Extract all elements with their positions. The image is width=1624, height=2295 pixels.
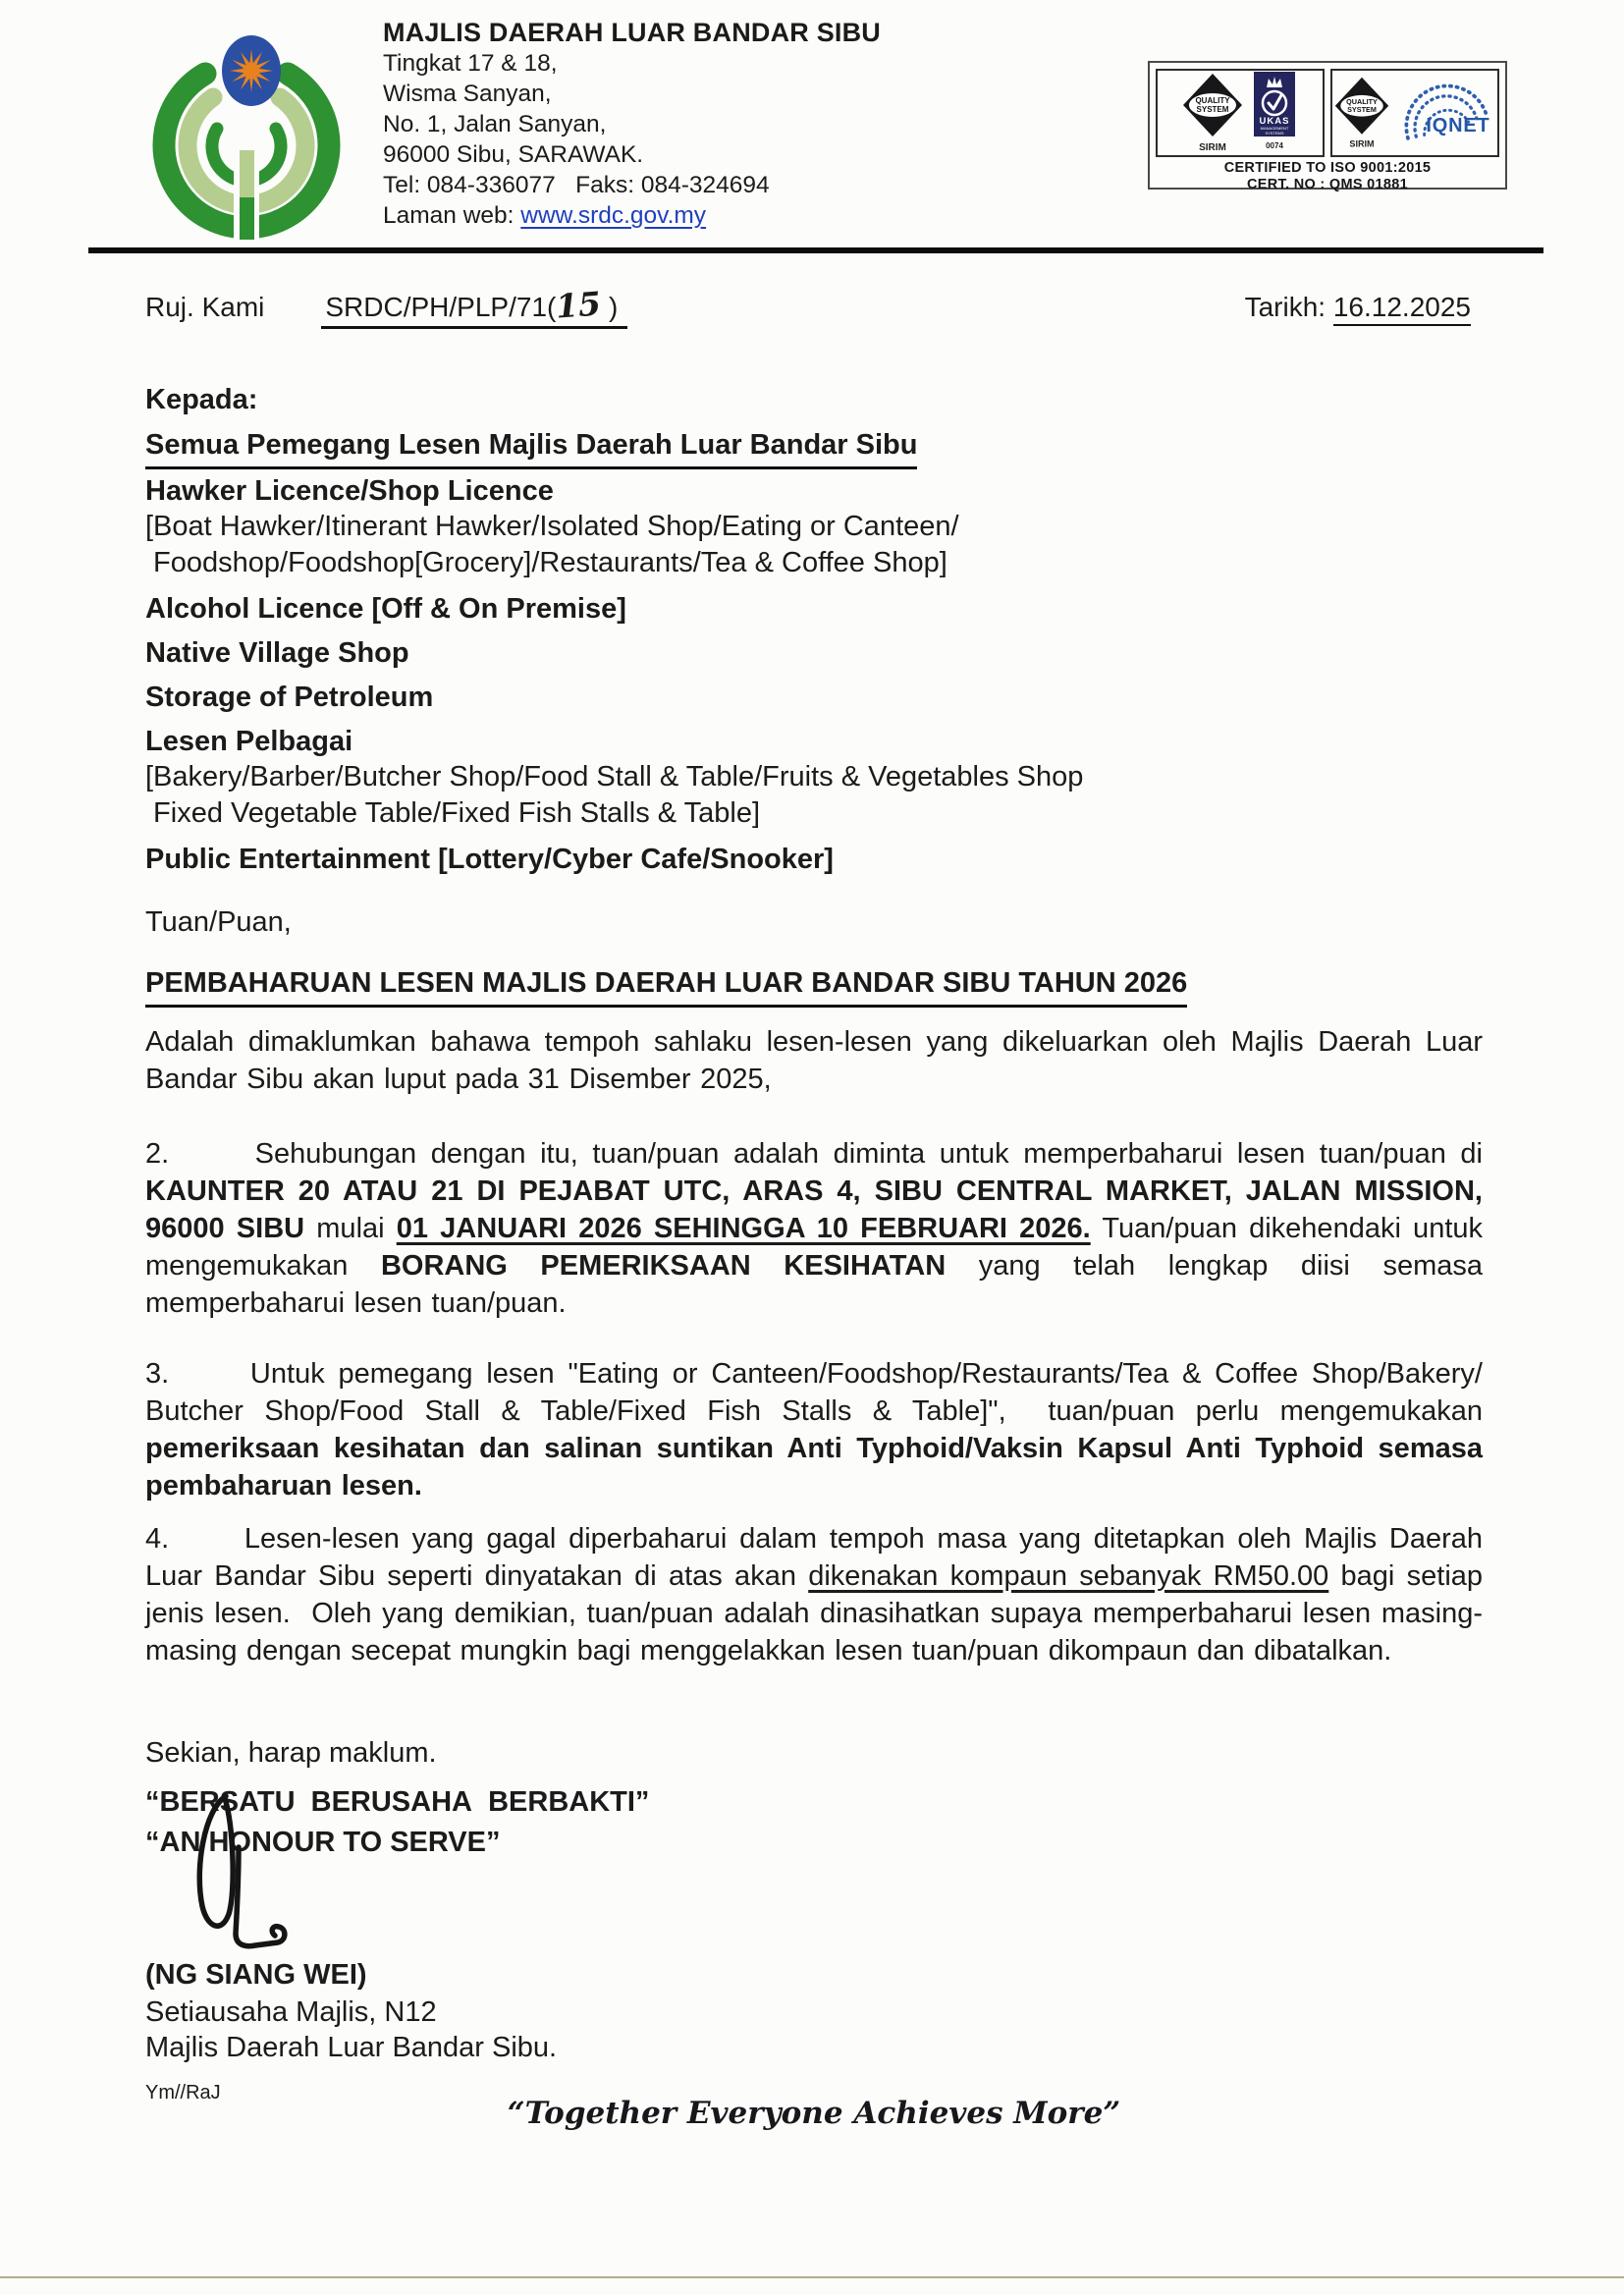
text-segment: KAUNTER 20 ATAU 21 DI PEJABAT UTC, ARAS 4, SIBU CENTRAL MARKET, JALAN MISSION, 96000 SIBU: [145, 1175, 1483, 1244]
svg-text:UKAS: UKAS: [1259, 116, 1290, 127]
text-segment: 2. Sehubungan dengan itu, tuan/puan adalah diminta untuk memperbaharui lesen tuan/puan di: [145, 1138, 1483, 1170]
date-label: Tarikh:: [1244, 292, 1333, 322]
sirim-quality-system-icon: [1181, 72, 1244, 154]
badge-row: [1155, 69, 1500, 157]
license-item-title: Lesen Pelbagai: [145, 726, 353, 757]
text-segment: yang telah lengkap diisi semasa memperbaharui lesen tuan/puan.: [145, 1250, 1484, 1319]
cert-line-1: CERTIFIED TO ISO 9001:2015: [1223, 160, 1432, 176]
logo-stem-top: [240, 150, 254, 197]
license-item-title: Storage of Petroleum: [145, 682, 434, 713]
salutation: Tuan/Puan,: [145, 906, 292, 938]
reference-label: Ruj. Kami: [145, 292, 265, 322]
handwritten-number: 15: [555, 284, 603, 326]
web-label: Laman web:: [383, 202, 521, 229]
svg-text:QUALITY: QUALITY: [1346, 96, 1378, 106]
license-item-title: Native Village Shop: [145, 637, 409, 669]
header-divider: [88, 247, 1543, 253]
reference-row: [145, 286, 1483, 329]
certification-text: [1155, 160, 1500, 193]
logo-stem-bottom: [240, 197, 254, 240]
web-line: [383, 200, 1070, 231]
text-segment: 3. Untuk pemegang lesen "Eating or Canteen/Foodshop/Restaurants/Tea & Coffee Shop/Bakery/ Butcher Shop/Food Stall & Table/Fixed Fish Stalls & Table]", tuan/puan perlu mengemukakan: [145, 1358, 1483, 1427]
text-segment: Adalah dimaklumkan bahawa tempoh sahlaku lesen-lesen yang dikeluarkan oleh Majlis Daerah Luar Bandar Sibu akan luput pada 31 Disember 2025,: [145, 1026, 1483, 1095]
sirim-ukas-badge: [1156, 69, 1325, 157]
paragraph-3: [145, 1355, 1483, 1504]
council-logo: [142, 26, 354, 240]
letter-date: 16.12.2025: [1333, 292, 1471, 326]
license-item-detail: [Bakery/Barber/Butcher Shop/Food Stall & Table/Fruits & Vegetables Shop: [145, 761, 1084, 792]
text-segment: BORANG PEMERIKSAAN KESIHATAN: [380, 1250, 947, 1282]
text-segment: 01 JANUARI 2026 SEHINGGA 10 FEBRUARI 2026.: [396, 1213, 1091, 1244]
paragraph-2: [145, 1135, 1483, 1322]
date-block: [1245, 292, 1483, 323]
closing-line: Sekian, harap maklum.: [145, 1737, 437, 1769]
ukas-badge-icon: [1252, 72, 1299, 154]
kepada-label: Kepada:: [145, 384, 258, 415]
sirim-iqnet-badge: [1330, 69, 1499, 157]
paragraph-4: [145, 1520, 1483, 1669]
signatory-title: Setiausaha Majlis, N12: [145, 1996, 437, 2028]
sirim-quality-system-icon: [1333, 72, 1390, 154]
address-line: Tingkat 17 & 18,: [383, 50, 558, 77]
text-segment: mulai: [304, 1213, 397, 1244]
signatory-org: Majlis Daerah Luar Bandar Sibu.: [145, 2032, 558, 2063]
license-item-title: Public Entertainment [Lottery/Cyber Cafe/Snooker]: [145, 844, 834, 875]
typist-initials: Ym//RaJ: [145, 2082, 221, 2104]
svg-text:SIRIM: SIRIM: [1199, 142, 1226, 153]
org-name: MAJLIS DAERAH LUAR BANDAR SIBU: [383, 18, 882, 47]
license-item-detail: [Boat Hawker/Itinerant Hawker/Isolated Shop/Eating or Canteen/: [145, 511, 959, 542]
addressee: Semua Pemegang Lesen Majlis Daerah Luar Bandar Sibu: [145, 426, 1483, 469]
signatory-name: (NG SIANG WEI): [145, 1959, 367, 1991]
text-segment: 4. Lesen-lesen yang gagal diperbaharui dalam tempoh masa yang ditetapkan oleh Majlis Daerah Luar Bandar Sibu seperti dinyatakan di atas akan: [145, 1523, 1483, 1592]
scan-edge-line: [0, 2276, 1624, 2278]
cert-line-2: CERT. NO : QMS 01881: [1247, 177, 1408, 192]
license-item-title: Hawker Licence/Shop Licence: [145, 475, 554, 507]
subject-heading: PEMBAHARUAN LESEN MAJLIS DAERAH LUAR BANDAR SIBU TAHUN 2026: [145, 964, 1483, 1008]
text-segment: dikenakan kompaun sebanyak RM50.00: [808, 1560, 1329, 1592]
address-line: Wisma Sanyan,: [383, 81, 552, 107]
svg-text:SYSTEMS: SYSTEMS: [1265, 131, 1284, 136]
iso-certification-badges: [1148, 61, 1507, 190]
text-segment: Tuan/puan dikehendaki untuk mengemukakan: [145, 1213, 1484, 1282]
svg-text:SIRIM: SIRIM: [1349, 138, 1375, 149]
svg-text:QUALITY: QUALITY: [1195, 96, 1230, 105]
reference-number: SRDC/PH/PLP/71(15 ): [321, 286, 627, 329]
motto-line-2: “AN HONOUR TO SERVE”: [145, 1827, 501, 1858]
svg-text:MANAGEMENT: MANAGEMENT: [1260, 126, 1289, 131]
svg-text:0074: 0074: [1266, 141, 1283, 150]
website-link[interactable]: www.srdc.gov.my: [520, 202, 707, 229]
text-segment: pemeriksaan kesihatan dan salinan suntikan Anti Typhoid/Vaksin Kapsul Anti Typhoid semasa pembaharuan lesen.: [145, 1433, 1483, 1502]
address-line: No. 1, Jalan Sanyan,: [383, 111, 607, 137]
svg-text:SYSTEM: SYSTEM: [1347, 105, 1377, 115]
svg-text:IQNET: IQNET: [1426, 115, 1490, 137]
tel-fax-line: Tel: 084-336077 Faks: 084-324694: [383, 172, 770, 198]
license-item-title: Alcohol Licence [Off & On Premise]: [145, 593, 626, 625]
paragraph-1: [145, 1023, 1483, 1098]
footer-motto: “Together Everyone Achieves More”: [507, 2096, 1121, 2131]
iqnet-logo-icon: [1398, 72, 1496, 154]
text-segment: bagi setiap jenis lesen. Oleh yang demikian, tuan/puan adalah dinasihatkan supaya memperbaharui lesen masing-masing dengan secepat mungkin bagi menggelakkan lesen tuan/puan dikompaun dan dibatalkan.: [145, 1560, 1484, 1667]
license-item-detail: Foodshop/Foodshop[Grocery]/Restaurants/Tea & Coffee Shop]: [145, 547, 947, 578]
signature: [185, 1790, 312, 1962]
motto-line-1: “BERSATU BERUSAHA BERBAKTI”: [145, 1786, 650, 1818]
letterhead: [383, 18, 1070, 231]
license-item-detail: Fixed Vegetable Table/Fixed Fish Stalls & Table]: [145, 797, 761, 829]
svg-text:SYSTEM: SYSTEM: [1196, 105, 1229, 114]
address-line: 96000 Sibu, SARAWAK.: [383, 141, 644, 168]
